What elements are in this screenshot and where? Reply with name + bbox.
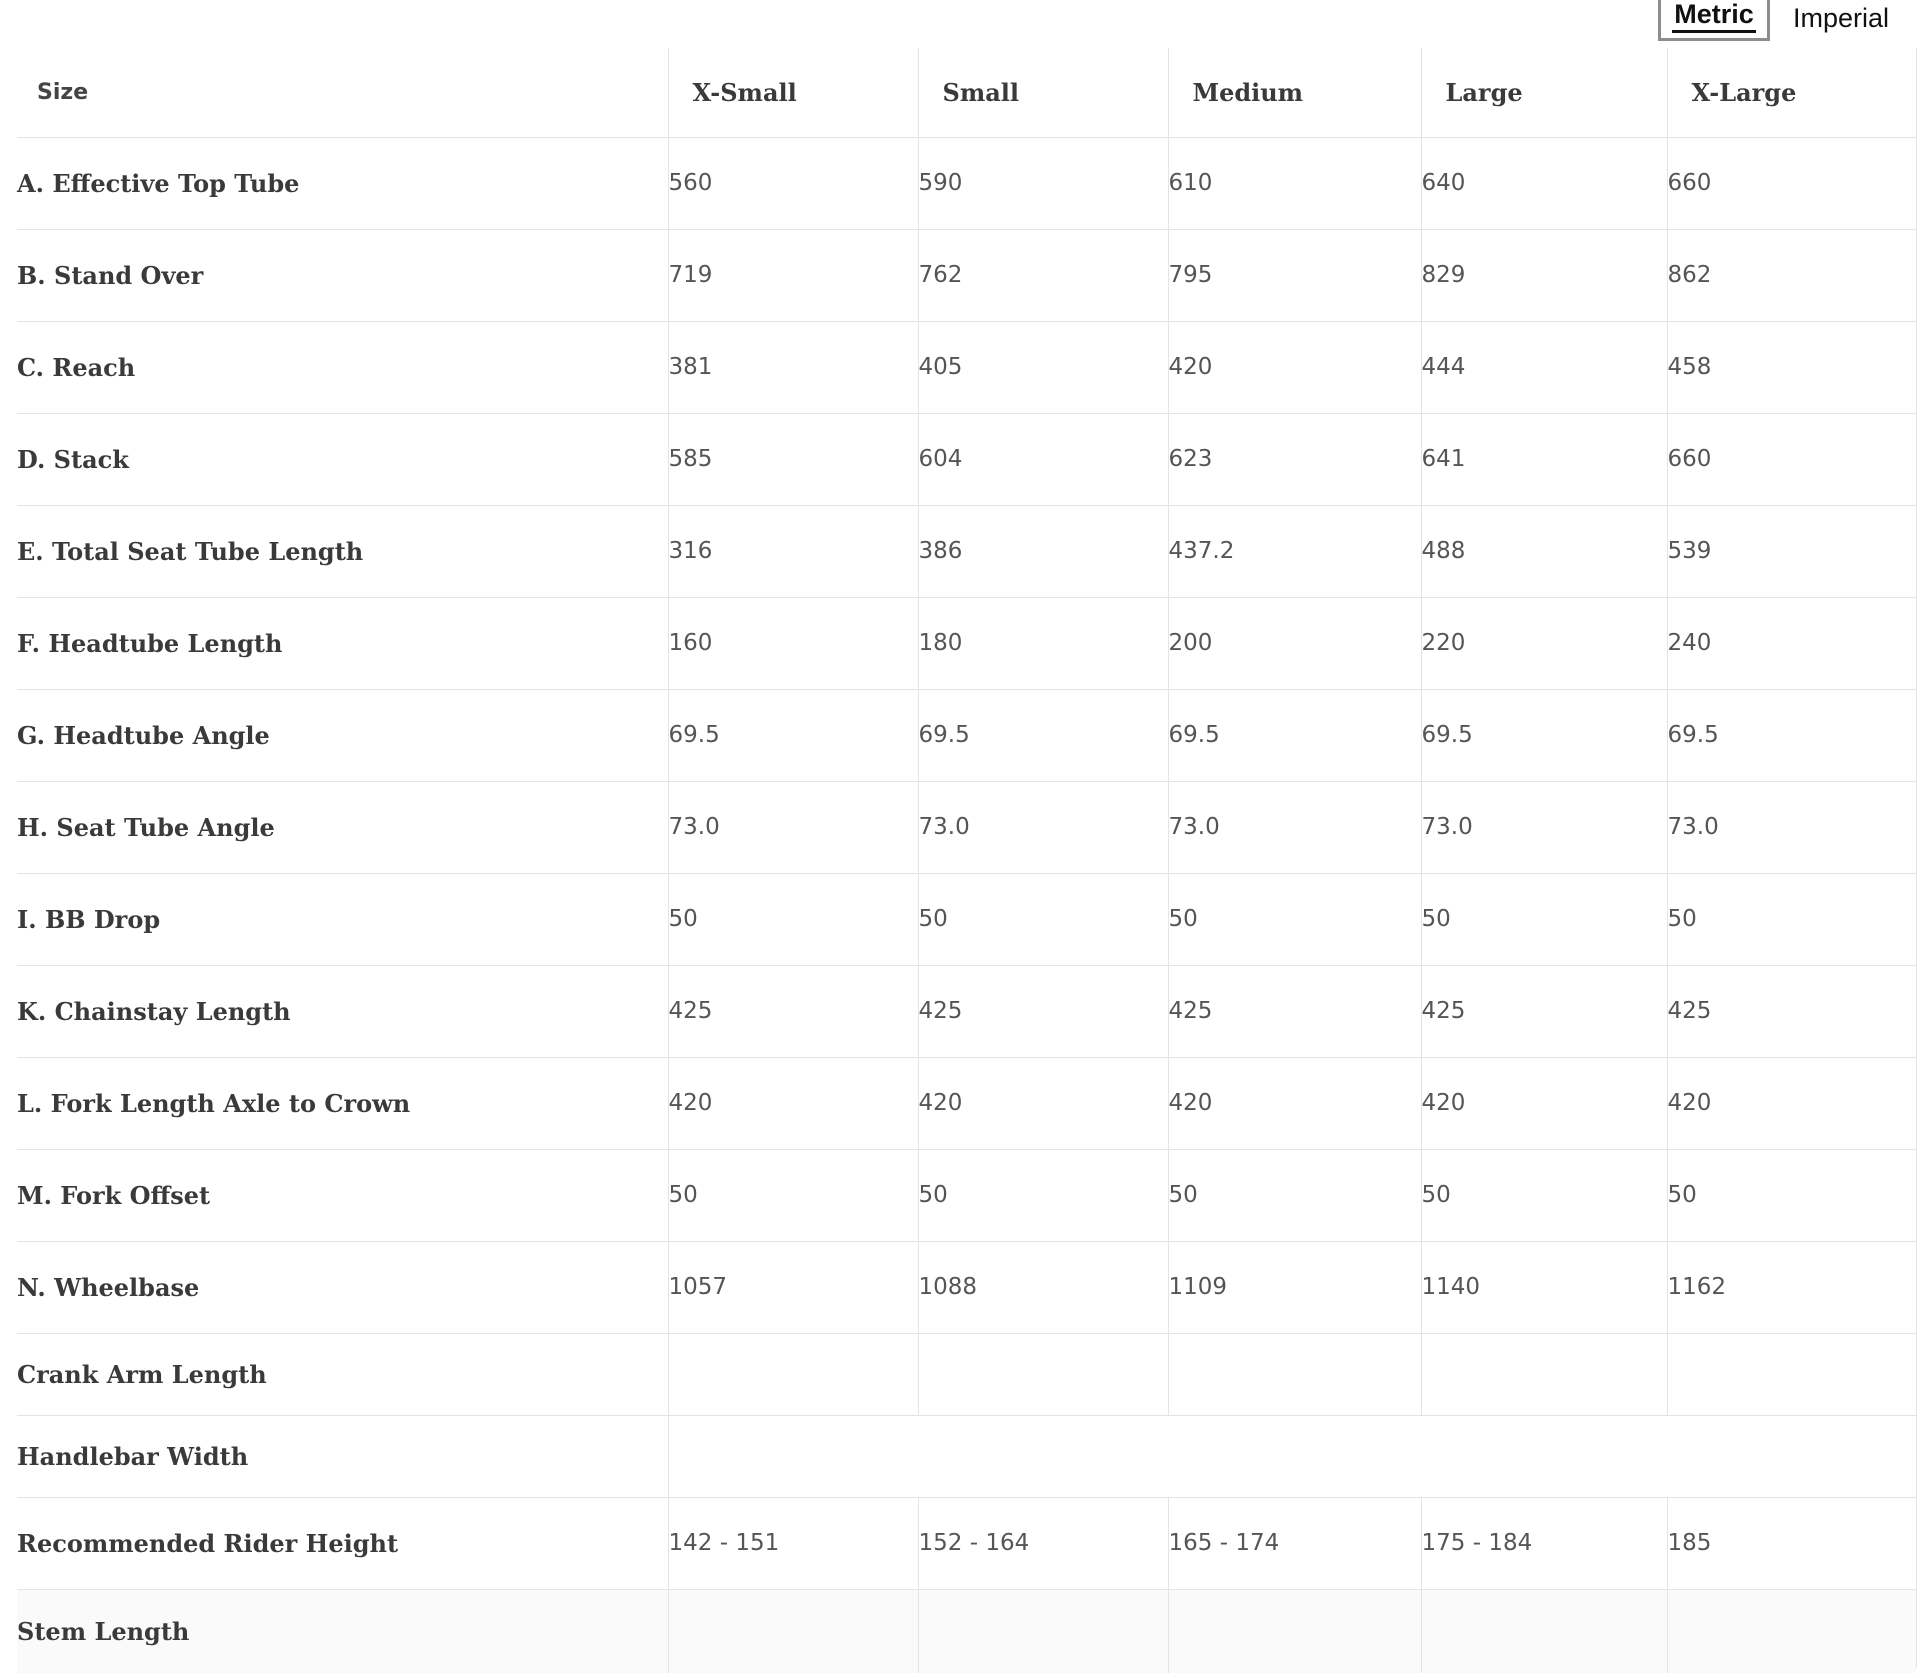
table-cell: 420 xyxy=(1168,321,1421,413)
table-cell: 795 xyxy=(1168,229,1421,321)
table-cell: 50 xyxy=(1421,873,1667,965)
table-row xyxy=(17,873,1916,965)
row-label: G. Headtube Angle xyxy=(17,689,668,781)
imperial-button-label: Imperial xyxy=(1792,3,1890,33)
table-cell: 425 xyxy=(918,965,1168,1057)
table-row xyxy=(17,229,1916,321)
row-label: M. Fork Offset xyxy=(17,1149,668,1241)
table-cell xyxy=(668,1333,918,1415)
table-cell: 539 xyxy=(1667,505,1916,597)
table-cell xyxy=(1667,1333,1916,1415)
table-cell xyxy=(1168,1333,1421,1415)
table-cell: 420 xyxy=(1168,1057,1421,1149)
size-header-medium: Medium xyxy=(1168,48,1421,137)
row-label: I. BB Drop xyxy=(17,873,668,965)
table-row xyxy=(17,1497,1916,1589)
table-cell: 641 xyxy=(1421,413,1667,505)
table-cell: 444 xyxy=(1421,321,1667,413)
table-cell: 175 - 184 xyxy=(1421,1497,1667,1589)
table-cell xyxy=(918,1333,1168,1415)
table-cell: 73.0 xyxy=(668,781,918,873)
table-cell: 660 xyxy=(1667,137,1916,229)
size-header-label: Size xyxy=(17,48,668,137)
row-label: Recommended Rider Height xyxy=(17,1497,668,1589)
row-label: B. Stand Over xyxy=(17,229,668,321)
metric-button[interactable] xyxy=(1658,0,1770,41)
size-header-small: Small xyxy=(918,48,1168,137)
table-cell xyxy=(668,1589,918,1673)
table-cell xyxy=(668,1415,1916,1497)
table-cell: 73.0 xyxy=(1667,781,1916,873)
table-cell: 50 xyxy=(668,1149,918,1241)
table-cell: 316 xyxy=(668,505,918,597)
table-row xyxy=(17,137,1916,229)
unit-toggle xyxy=(1658,0,1900,41)
table-cell: 165 - 174 xyxy=(1168,1497,1421,1589)
table-cell: 152 - 164 xyxy=(918,1497,1168,1589)
geometry-table xyxy=(17,48,1916,1673)
table-cell: 50 xyxy=(1168,1149,1421,1241)
imperial-button[interactable] xyxy=(1770,0,1900,41)
table-cell: 185 xyxy=(1667,1497,1916,1589)
table-cell: 69.5 xyxy=(1168,689,1421,781)
table-cell: 488 xyxy=(1421,505,1667,597)
table-cell: 425 xyxy=(1168,965,1421,1057)
table-cell xyxy=(1421,1333,1667,1415)
row-label: Stem Length xyxy=(17,1589,668,1673)
size-header-x-large: X-Large xyxy=(1667,48,1916,137)
table-cell: 640 xyxy=(1421,137,1667,229)
row-label: D. Stack xyxy=(17,413,668,505)
table-row xyxy=(17,1149,1916,1241)
table-cell: 604 xyxy=(918,413,1168,505)
table-cell: 50 xyxy=(1168,873,1421,965)
table-cell: 69.5 xyxy=(918,689,1168,781)
table-cell: 585 xyxy=(668,413,918,505)
table-cell: 610 xyxy=(1168,137,1421,229)
row-label: L. Fork Length Axle to Crown xyxy=(17,1057,668,1149)
table-cell: 1109 xyxy=(1168,1241,1421,1333)
table-cell: 425 xyxy=(668,965,918,1057)
table-row xyxy=(17,1241,1916,1333)
table-cell: 200 xyxy=(1168,597,1421,689)
table-row xyxy=(17,1415,1916,1497)
row-label: K. Chainstay Length xyxy=(17,965,668,1057)
table-cell: 420 xyxy=(668,1057,918,1149)
table-cell: 420 xyxy=(1421,1057,1667,1149)
table-cell: 623 xyxy=(1168,413,1421,505)
row-label: A. Effective Top Tube xyxy=(17,137,668,229)
table-row xyxy=(17,505,1916,597)
table-cell: 560 xyxy=(668,137,918,229)
table-cell: 405 xyxy=(918,321,1168,413)
table-cell: 69.5 xyxy=(1667,689,1916,781)
table-cell: 50 xyxy=(1667,1149,1916,1241)
row-label: C. Reach xyxy=(17,321,668,413)
table-row xyxy=(17,689,1916,781)
table-cell: 381 xyxy=(668,321,918,413)
table-cell: 660 xyxy=(1667,413,1916,505)
table-row xyxy=(17,597,1916,689)
table-cell: 73.0 xyxy=(918,781,1168,873)
table-cell: 240 xyxy=(1667,597,1916,689)
table-cell xyxy=(1667,1589,1916,1673)
table-cell: 1162 xyxy=(1667,1241,1916,1333)
table-cell: 1140 xyxy=(1421,1241,1667,1333)
table-cell: 719 xyxy=(668,229,918,321)
table-cell: 69.5 xyxy=(668,689,918,781)
table-cell: 420 xyxy=(1667,1057,1916,1149)
size-header-large: Large xyxy=(1421,48,1667,137)
table-cell xyxy=(918,1589,1168,1673)
table-cell: 762 xyxy=(918,229,1168,321)
table-cell: 862 xyxy=(1667,229,1916,321)
table-row xyxy=(17,321,1916,413)
table-cell: 425 xyxy=(1667,965,1916,1057)
table-row xyxy=(17,781,1916,873)
table-cell: 437.2 xyxy=(1168,505,1421,597)
row-label: Crank Arm Length xyxy=(17,1333,668,1415)
table-cell: 69.5 xyxy=(1421,689,1667,781)
row-label: E. Total Seat Tube Length xyxy=(17,505,668,597)
table-cell: 829 xyxy=(1421,229,1667,321)
size-header-x-small: X-Small xyxy=(668,48,918,137)
table-cell: 220 xyxy=(1421,597,1667,689)
table-cell: 425 xyxy=(1421,965,1667,1057)
table-cell: 1057 xyxy=(668,1241,918,1333)
table-cell: 50 xyxy=(1421,1149,1667,1241)
table-cell: 458 xyxy=(1667,321,1916,413)
table-cell: 50 xyxy=(918,873,1168,965)
table-cell: 590 xyxy=(918,137,1168,229)
table-row xyxy=(17,965,1916,1057)
row-label: Handlebar Width xyxy=(17,1415,668,1497)
table-cell: 50 xyxy=(918,1149,1168,1241)
table-row xyxy=(17,1333,1916,1415)
table-cell xyxy=(1168,1589,1421,1673)
table-cell: 73.0 xyxy=(1421,781,1667,873)
row-label: N. Wheelbase xyxy=(17,1241,668,1333)
table-cell: 386 xyxy=(918,505,1168,597)
table-row xyxy=(17,1589,1916,1673)
table-cell: 73.0 xyxy=(1168,781,1421,873)
table-cell: 1088 xyxy=(918,1241,1168,1333)
table-cell xyxy=(1421,1589,1667,1673)
row-label: H. Seat Tube Angle xyxy=(17,781,668,873)
table-row xyxy=(17,1057,1916,1149)
metric-button-label: Metric xyxy=(1672,1,1756,33)
table-cell: 180 xyxy=(918,597,1168,689)
table-cell: 50 xyxy=(1667,873,1916,965)
table-cell: 50 xyxy=(668,873,918,965)
table-cell: 420 xyxy=(918,1057,1168,1149)
table-cell: 142 - 151 xyxy=(668,1497,918,1589)
table-header-row xyxy=(17,48,1916,137)
table-right-border xyxy=(1916,48,1917,1668)
table-cell: 160 xyxy=(668,597,918,689)
row-label: F. Headtube Length xyxy=(17,597,668,689)
table-row xyxy=(17,413,1916,505)
